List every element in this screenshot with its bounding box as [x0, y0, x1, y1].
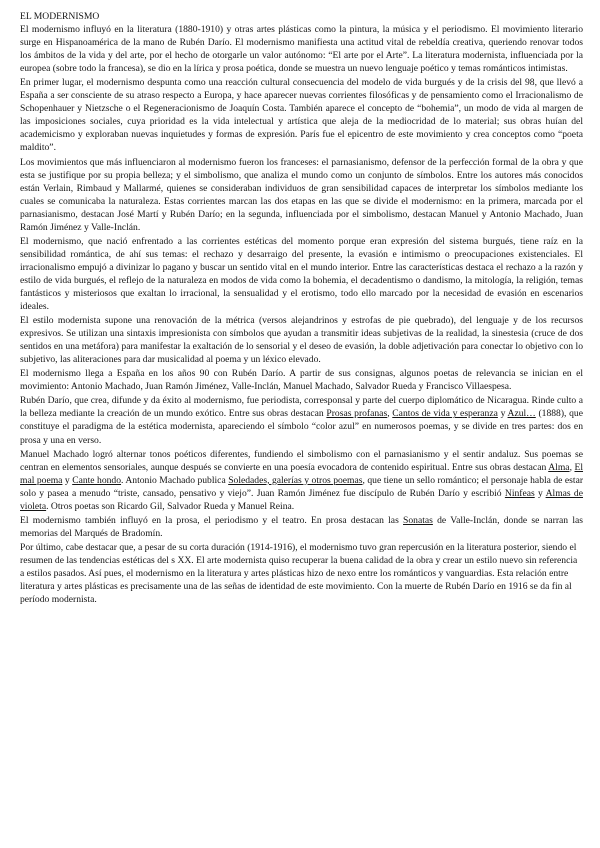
- paragraph-text: ,: [387, 408, 393, 420]
- work-title: Ninfeas: [504, 487, 535, 499]
- paragraph: [20, 23, 583, 75]
- paragraph: [20, 314, 583, 366]
- paragraph: [20, 156, 583, 234]
- work-title: Soledades, galerías y otros poemas: [228, 474, 363, 486]
- work-title: Prosas profanas: [326, 408, 388, 420]
- document-body: [20, 23, 583, 606]
- paragraph: [20, 541, 583, 606]
- work-title: Almas de violeta: [20, 487, 583, 512]
- paragraph-text: En primer lugar, el modernismo despunta como una reacción cultural consecuencia del modelo de vida burgués y de la crisis del 98, que llevó a España a ser consciente de su atraso respecto a Europa, y hace aparecer nuevas corrientes filosóficas y de pensamiento como el Irracionalismo de Schopenhauer y Nietzsche o el Regeneracionismo de Joaquín Costa. También aparece el concepto de “bohemia”, un modo de vida al margen de las imposiciones sociales, cuya prioridad es la vida intelectual y artística que aleja de la mediocridad de lo material; sus obras huían del academicismo y exploraban nuevas inquietudes y formas de expresión. París fue el epicentro de este movimiento y crea conceptos como “poeta maldito”.: [20, 77, 583, 154]
- paragraph-text: Rubén Darío, que crea, difunde y da éxito al modernismo, fue periodista, corresponsal y parte del cuerpo diplomático de Nicaragua. Rinde culto a la belleza mediante la creación de un mundo exótico. Entre sus obras destacan: [20, 395, 583, 420]
- paragraph-text: ,: [569, 461, 575, 473]
- paragraph-text: El estilo modernista supone una renovación de la métrica (versos alejandrinos y estrofas de pie quebrado), del lenguaje y de los recursos expresivos. Se utilizan una sintaxis impresionista con símbolos que ayudan a transmitir ideas subjetivas de la realidad, la sinestesia (cruce de dos sentidos en una metáfora) para manifestar la exaltación de lo sensorial y el deseo de evasión, la doble adjetivación para conectar lo objetivo con lo subjetivo, las aliteraciones para dar musicalidad al poema y un léxico elevado.: [20, 315, 583, 366]
- work-title: Sonatas: [403, 514, 433, 526]
- work-title: El mal poema: [20, 461, 584, 486]
- paragraph-text: El modernismo, que nació enfrentado a las corrientes estéticas del momento porque eran expresión del sistema burgués, tiene raíz en la sensibilidad romántica, de ahí sus temas: el rechazo y desarraigo del presente, la evasión e intimismo o preocupaciones existenciales. El irracionalismo empujó a divinizar lo pagano y buscar un sentido vital en el mundo interior. Entre las características destaca el rechazo a la razón y estilo de vida burgués, el reflejo de la naturaleza en modos de vida como la bohemia, el decadentismo o dandismo, la mitología, la religión, temas fantásticos y misteriosos que exaltan lo irracional, la sensualidad y el erotismo, todo ello marcado por la necesidad de evasión en escenarios ideales.: [20, 235, 583, 313]
- paragraph-text: . Antonio Machado publica: [121, 474, 229, 486]
- work-title: Cante hondo: [72, 474, 122, 486]
- paragraph-text: y: [534, 487, 546, 499]
- work-title: Alma: [548, 461, 570, 473]
- paragraph: [20, 448, 583, 513]
- paragraph-text: y: [62, 474, 73, 486]
- paragraph-text: Por último, cabe destacar que, a pesar de su corta duración (1914-1916), el modernismo tuvo gran repercusión en la literatura posterior, siendo el resumen de las tendencias estéticas del s XX. El arte modernista quiso recuperar la buena calidad de la obra y crear un estilo nuevo sin referencia a estilos pasados. Así pues, el modernismo en la literatura y artes plásticas hizo de nexo entre los románticos y vanguardias. Esta relación entre literatura y artes plásticas es precisamente una de las señas de identidad de este movimiento. Con la muerte de Rubén Darío en 1916 se da fin al período modernista.: [20, 541, 578, 606]
- paragraph: [20, 367, 583, 393]
- paragraph-text: de Valle-Inclán, donde se narran las memorias del Marqués de Bradomín.: [20, 514, 583, 539]
- paragraph: [20, 514, 583, 540]
- document-title: EL MODERNISMO: [20, 11, 100, 22]
- paragraph-text: y: [497, 408, 508, 420]
- paragraph: [20, 394, 583, 446]
- work-title: Cantos de vida y esperanza: [392, 408, 498, 420]
- work-title: Azul…: [507, 408, 536, 420]
- paragraph-text: , que tiene un sello romántico; el personaje habla de estar solo y pasea a menudo “triste, cansado, pensativo y viejo”. Juan Ramón Jiménez fue discípulo de Rubén Darío y escribió: [20, 474, 584, 499]
- paragraph-text: . Otros poetas son Ricardo Gil, Salvador Rueda y Manuel Reina.: [46, 500, 295, 512]
- paragraph-text: Los movimientos que más influenciaron al modernismo fueron los franceses: el parnasianismo, defensor de la perfección formal de la obra y que esta se justifique por su propia belleza; y el simbolismo, que analiza el mundo como un conjunto de símbolos. Entre los autores más conocidos están Verlain, Rimbaud y Mallarmé, quienes se consideraban individuos de gran sensibilidad capaces de interpretar los símbolos mediante los cuales se comunicaba la naturaleza. Estas corrientes marcan las dos etapas en las que se divide el modernismo: en la primera, marcada por el parnasianismo, destacan José Martí y Rubén Darío; en la segunda, influenciada por el simbolismo, destacan Manuel y Antonio Machado, Juan Ramón Jiménez y Valle-Inclán.: [20, 156, 583, 233]
- paragraph-text: El modernismo llega a España en los años 90 con Rubén Darío. A partir de sus consignas, algunos poetas de relevancia se inician en el movimiento: Antonio Machado, Juan Ramón Jiménez, Valle-Inclán, Manuel Machado, Salvador Rueda y Francisco Villaespesa.: [20, 368, 583, 393]
- paragraph: [20, 76, 583, 154]
- paragraph-text: Manuel Machado logró alternar tonos poéticos diferentes, fundiendo el simbolismo con el parnasianismo y el sentir andaluz. Sus poemas se centran en elementos sensoriales, aunque después se convierte en una poesía evocadora de contenido espiritual. Entre sus obras destacan: [20, 448, 583, 473]
- paragraph-text: (1888), que constituye el paradigma de la estética modernista, apareciendo el símbolo “color azul” en numerosos poemas, y se divide en tres partes: dos en prosa y una en verso.: [20, 408, 583, 446]
- paragraph-text: El modernismo influyó en la literatura (1880-1910) y otras artes plásticas como la pintura, la música y el periodismo. El movimiento literario surge en Hispanoamérica de la mano de Rubén Darío. El modernismo manifiesta una actitud vital de rebeldía creativa, queriendo renovar todos los ámbitos de la vida y del arte, por el hecho de otorgarle un valor autónomo: “El arte por el Arte”. La literatura modernista, influenciada por la europea (sobre todo la francesa), se dio en la lírica y prosa poética, donde se muestra un nuevo lenguaje poético y temas románticos intimistas.: [20, 24, 583, 75]
- paragraph-text: El modernismo también influyó en la prosa, el periodismo y el teatro. En prosa destacan las: [20, 514, 404, 526]
- paragraph: [20, 235, 583, 313]
